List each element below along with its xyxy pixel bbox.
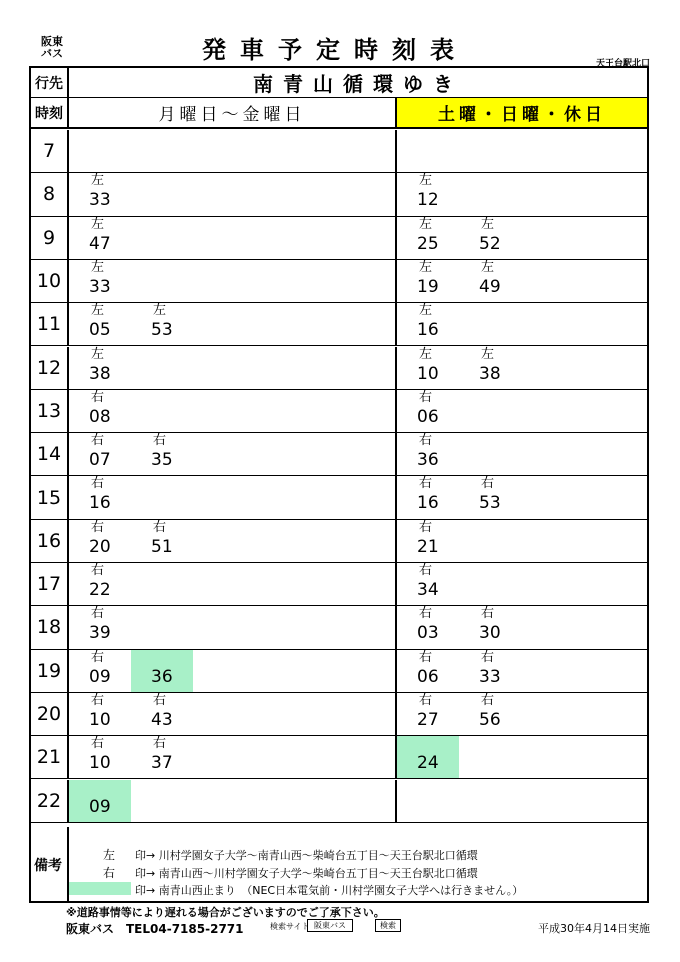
weekend-departure	[459, 260, 521, 302]
route-mark: 左	[481, 216, 495, 232]
route-mark: 右	[91, 606, 105, 622]
route-mark: 右	[91, 389, 105, 405]
departure-minute: 36	[151, 666, 173, 687]
weekday-departure	[69, 693, 131, 735]
weekday-departure	[69, 520, 131, 562]
station-name: 天王台駅北口	[595, 59, 650, 69]
weekday-departure	[131, 650, 193, 692]
departure-minute: 21	[417, 536, 439, 557]
weekday-departure	[69, 563, 131, 605]
column-divider	[395, 780, 397, 822]
time-label: 時刻	[31, 98, 69, 127]
route-mark: 左	[419, 346, 433, 362]
weekday-departure	[69, 476, 131, 518]
departure-minute: 09	[89, 796, 111, 817]
departure-minute: 47	[89, 233, 111, 254]
weekday-departure	[69, 260, 131, 302]
hour-row	[31, 736, 647, 779]
departure-minute: 08	[89, 406, 111, 427]
weekday-departure	[131, 303, 193, 345]
departure-minute: 07	[89, 450, 111, 471]
day-type-row	[31, 98, 647, 129]
departure-minute: 24	[417, 753, 439, 774]
hour-row	[31, 520, 647, 563]
weekday-departure	[131, 433, 193, 475]
route-mark: 右	[91, 692, 105, 708]
route-mark: 右	[481, 649, 495, 665]
departure-minute: 27	[417, 709, 439, 730]
route-mark: 左	[91, 173, 105, 189]
hour-label: 19	[31, 650, 69, 692]
weekend-departure	[459, 650, 521, 692]
route-mark: 右	[91, 563, 105, 578]
weekend-departure	[397, 433, 459, 475]
weekday-departure	[69, 347, 131, 389]
departure-minute: 34	[417, 580, 439, 600]
weekend-departure	[397, 476, 459, 518]
route-mark: 右	[91, 476, 105, 492]
weekend-departure	[459, 606, 521, 648]
weekend-departure	[397, 520, 459, 562]
route-mark: 右	[91, 433, 105, 449]
hour-row	[31, 217, 647, 260]
departure-minute: 53	[479, 493, 501, 514]
weekday-departure	[69, 433, 131, 475]
hour-label: 10	[31, 260, 69, 302]
weekend-departure	[397, 173, 459, 215]
departure-minute: 30	[479, 623, 501, 644]
weekend-header: 土曜・日曜・休日	[397, 98, 647, 127]
weekday-departure	[69, 606, 131, 648]
note-short-route: 印→ 南青山西止まり （NEC日本電気前・川村学園女子大学へは行きません。）	[135, 884, 524, 897]
weekend-departure	[397, 563, 459, 605]
route-mark: 右	[153, 692, 167, 708]
route-mark: 右	[481, 692, 495, 708]
departure-minute: 33	[479, 666, 501, 687]
departure-minute: 56	[479, 709, 501, 730]
departure-minute: 09	[89, 666, 111, 687]
route-mark: 右	[419, 692, 433, 708]
hour-row	[31, 650, 647, 693]
route-mark: 左	[419, 216, 433, 232]
route-mark: 右	[419, 519, 433, 535]
weekend-departure	[397, 303, 459, 345]
hour-row	[31, 563, 647, 606]
page-title: 発車予定時刻表	[202, 36, 468, 64]
notes-label: 備考	[29, 827, 69, 903]
hour-label: 18	[31, 606, 69, 648]
hour-row	[31, 173, 647, 216]
weekend-departure	[397, 650, 459, 692]
departure-minute: 16	[89, 493, 111, 514]
route-mark: 右	[419, 476, 433, 492]
weekday-departure	[131, 693, 193, 735]
route-mark: 左	[153, 303, 167, 319]
weekday-departure	[69, 780, 131, 822]
route-mark: 右	[419, 563, 433, 578]
route-mark: 右	[481, 606, 495, 622]
hour-label: 11	[31, 303, 69, 345]
hour-row	[31, 130, 647, 173]
hour-row	[31, 347, 647, 390]
destination-row	[31, 68, 647, 98]
departure-minute: 06	[417, 666, 439, 687]
weekday-header: 月曜日〜金曜日	[158, 105, 306, 125]
weekend-departure	[397, 693, 459, 735]
search-site-label: 検索サイト	[270, 922, 310, 931]
route-mark: 左	[419, 259, 433, 275]
hour-label: 16	[31, 520, 69, 562]
departure-minute: 43	[151, 709, 173, 730]
hour-label: 12	[31, 347, 69, 389]
effective-date: 平成30年4月14日実施	[538, 922, 650, 935]
weekday-departure	[69, 650, 131, 692]
route-mark: 右	[419, 389, 433, 405]
weekday-departure	[69, 736, 131, 778]
weekday-departure	[131, 736, 193, 778]
hour-label: 17	[31, 563, 69, 605]
departure-minute: 53	[151, 320, 173, 341]
departure-minute: 20	[89, 536, 111, 557]
route-mark: 右	[419, 649, 433, 665]
departure-minute: 51	[151, 536, 173, 557]
logo-line2: バス	[41, 47, 63, 60]
departure-minute: 10	[417, 363, 439, 384]
hour-row	[31, 390, 647, 433]
search-button: 検索	[375, 919, 401, 932]
route-mark: 左	[419, 303, 433, 319]
company-logo	[32, 36, 72, 60]
departure-minute: 33	[89, 190, 111, 211]
route-mark: 右	[153, 433, 167, 449]
departure-minute: 12	[417, 190, 439, 211]
notes-section	[29, 827, 649, 903]
departure-minute: 36	[417, 450, 439, 471]
note-right-route: 印→ 南青山西〜川村学園女子大学〜柴崎台五丁目〜天王台駅北口循環	[135, 867, 478, 880]
departure-minute: 49	[479, 276, 501, 297]
highlight-legend-swatch	[69, 882, 131, 895]
weekend-departure	[397, 217, 459, 259]
departure-minute: 22	[89, 580, 111, 600]
note-mark-left: 左	[103, 848, 116, 862]
route-mark: 右	[481, 476, 495, 492]
hour-label: 8	[31, 173, 69, 215]
route-mark: 左	[481, 346, 495, 362]
hour-label: 13	[31, 390, 69, 432]
departure-minute: 06	[417, 406, 439, 427]
column-divider	[395, 130, 397, 172]
route-mark: 右	[153, 519, 167, 535]
hour-row	[31, 476, 647, 519]
hour-label: 22	[31, 780, 69, 822]
hour-row	[31, 433, 647, 476]
departure-minute: 10	[89, 753, 111, 774]
departure-minute: 38	[479, 363, 501, 384]
destination-text: 南青山循環ゆき	[253, 72, 463, 96]
departure-minute: 05	[89, 320, 111, 341]
hour-label: 21	[31, 736, 69, 778]
hour-label: 9	[31, 217, 69, 259]
hour-label: 7	[31, 130, 69, 172]
weekend-departure	[397, 347, 459, 389]
route-mark: 左	[419, 173, 433, 189]
hour-row	[31, 260, 647, 303]
weekday-departure	[69, 303, 131, 345]
route-mark: 左	[481, 259, 495, 275]
weekend-departure	[397, 736, 459, 778]
weekend-departure	[397, 260, 459, 302]
hour-row	[31, 693, 647, 736]
hour-label: 20	[31, 693, 69, 735]
weekend-departure	[459, 217, 521, 259]
departure-minute: 37	[151, 753, 173, 774]
weekend-departure	[397, 390, 459, 432]
timetable-grid	[29, 66, 649, 903]
hour-label: 15	[31, 476, 69, 518]
route-mark: 右	[419, 433, 433, 449]
departure-minute: 10	[89, 709, 111, 730]
departure-minute: 03	[417, 623, 439, 644]
departure-minute: 16	[417, 493, 439, 514]
destination-label: 行先	[31, 68, 69, 97]
departure-minute: 38	[89, 363, 111, 384]
search-box: 阪東バス	[307, 919, 353, 932]
route-mark: 右	[91, 649, 105, 665]
route-mark: 左	[91, 303, 105, 319]
note-left-route: 印→ 川村学園女子大学〜南青山西〜柴崎台五丁目〜天王台駅北口循環	[135, 849, 478, 862]
hour-row	[31, 780, 647, 823]
note-mark-right: 右	[103, 866, 116, 880]
weekday-departure	[131, 520, 193, 562]
departure-minute: 33	[89, 276, 111, 297]
weekday-departure	[69, 217, 131, 259]
departure-minute: 16	[417, 320, 439, 341]
route-mark: 左	[91, 259, 105, 275]
route-mark: 右	[153, 736, 167, 752]
hour-label: 14	[31, 433, 69, 475]
departure-minute: 52	[479, 233, 501, 254]
hour-row	[31, 606, 647, 649]
route-mark: 左	[91, 216, 105, 232]
delay-notice: ※道路事情等により遅れる場合がございますのでご了承下さい。	[66, 906, 385, 919]
hour-row	[31, 303, 647, 346]
departure-minute: 19	[417, 276, 439, 297]
company-contact: 阪東バス TEL04-7185-2771	[66, 922, 244, 936]
weekend-departure	[459, 693, 521, 735]
departure-minute: 25	[417, 233, 439, 254]
weekday-departure	[69, 173, 131, 215]
weekday-departure	[69, 390, 131, 432]
route-mark: 左	[91, 346, 105, 362]
departure-minute: 35	[151, 450, 173, 471]
route-mark: 右	[91, 736, 105, 752]
weekend-departure	[459, 347, 521, 389]
departure-minute: 39	[89, 623, 111, 644]
weekend-departure	[397, 606, 459, 648]
route-mark: 右	[91, 519, 105, 535]
weekend-departure	[459, 476, 521, 518]
logo-line1: 阪東	[41, 35, 63, 48]
route-mark: 右	[419, 606, 433, 622]
